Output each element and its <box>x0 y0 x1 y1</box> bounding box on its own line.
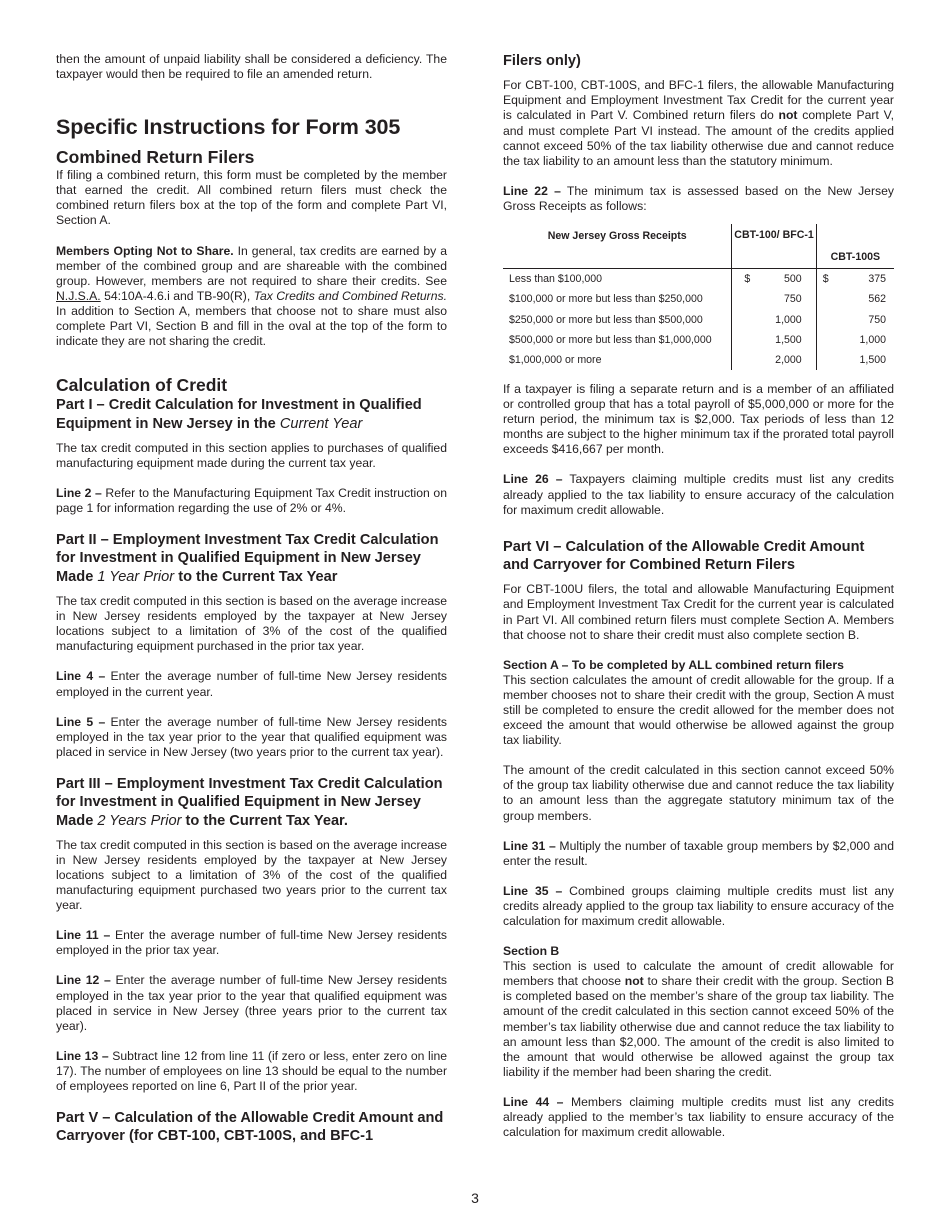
part5-paragraph: For CBT-100, CBT-100S, and BFC-1 filers, the allowable Manufacturing Equipment and Employment Investment Tax Credit for the current year is calculated in Part V. Combined return filers do not complete Part V, and must complete Part VI instead. The amount of the credits applied cannot exceed 50% of the tax liability otherwise due and cannot reduce the tax liability to an amount less than the statutory minimum. <box>503 78 894 168</box>
part3-heading: Part III – Employment Investment Tax Credit Calculation for Investment in Qualified Equipment in New Jersey Made 2 Years Prior to the Current Tax Year. <box>56 775 443 829</box>
table-row: $100,000 or more but less than $250,000 750 562 <box>503 289 894 309</box>
section-a-heading: Section A – To be completed by ALL combined return filers <box>503 657 844 672</box>
part6-paragraph: For CBT-100U filers, the total and allowable Manufacturing Equipment and Employment Investment Tax Credit for the current year is calculated in Part VI. All combined return filers must complete Section A. Members that choose not to share their credit must also complete section B. <box>503 582 894 642</box>
line22-paragraph: Line 22 – The minimum tax is assessed based on the New Jersey Gross Receipts as follows: <box>503 183 894 213</box>
intro-paragraph: then the amount of unpaid liability shall be considered a deficiency. The taxpayer would then be required to file an amended return. <box>56 52 447 82</box>
table-row: $500,000 or more but less than $1,000,000 1,500 1,000 <box>503 330 894 350</box>
table-header-receipts: New Jersey Gross Receipts <box>503 224 732 269</box>
section-b-paragraph: This section is used to calculate the amount of credit allowable for members that choose not to share their credit with the group. Section B is completed based on the member’s share of the group tax liability. The amount of the credit calculated in this section cannot exceed 50% of the member’s tax liability otherwise due and cannot reduce the tax liability to an amount less than $2,000. The amount of the credit is also limited to the amount that would otherwise be allowed against the group tax liability if the member had been sharing the credit. <box>503 959 894 1079</box>
affiliated-group-paragraph: If a taxpayer is filing a separate return and is a member of an affiliated or controlled group that has a total payroll of $5,000,000 or more for the return period, the minimum tax is $2,000. Tax periods of less than 12 months are subject to the higher minimum tax if the prorated total payroll exceeds $416,667 per month. <box>503 381 894 457</box>
line5-paragraph: Line 5 – Enter the average number of full-time New Jersey residents employed in the tax year prior to the year that qualified equipment was placed in service in New Jersey (two years prior to the current tax year). <box>56 714 447 759</box>
section-a-paragraph-1: This section calculates the amount of credit allowable for the group. If a member chooses not to share their credit with the group, Section A must still be completed to ensure the credit allowed for the member does not exceed the amount that would otherwise be allowed against the group tax liability. <box>503 672 894 748</box>
combined-paragraph: If filing a combined return, this form must be completed by the member that earned the credit. All combined return filers must check the combined return filers box at the top of the form and complete Part VI, Section A. <box>56 168 447 228</box>
section-a-paragraph-2: The amount of the credit calculated in this section cannot exceed 50% of the group tax liability otherwise due and cannot reduce the tax liability to an amount less than the aggregate statutory minimum tax of the group members. <box>503 763 894 823</box>
tb90-title: Tax Credits and Combined Returns. <box>253 288 447 303</box>
line31-paragraph: Line 31 – Multiply the number of taxable group members by $2,000 and enter the result. <box>503 838 894 868</box>
line4-paragraph: Line 4 – Enter the average number of full-time New Jersey residents employed in the current year. <box>56 669 447 699</box>
line13-paragraph: Line 13 – Subtract line 12 from line 11 (if zero or less, enter zero on line 17). The number of employees on line 13 should be equal to the number of employees reported on line 6, Part II of the prior year. <box>56 1048 447 1094</box>
table-row: Less than $100,000 $ 500 $ 375 <box>503 269 894 290</box>
part2-paragraph: The tax credit computed in this section is based on the average increase in New Jersey residents employed by the taxpayer at New Jersey locations subject to a limitation of 3% of the cost of the qualified manufacturing equipment purchased in the prior tax year. <box>56 594 447 654</box>
table-row: $250,000 or more but less than $500,000 1,000 750 <box>503 309 894 329</box>
line44-paragraph: Line 44 – Members claiming multiple credits must list any credits already applied to the member’s tax liability to ensure accuracy of the calculation for maximum credit allowable. <box>503 1094 894 1140</box>
line11-paragraph: Line 11 – Enter the average number of full-time New Jersey residents employed in the prior tax year. <box>56 928 448 958</box>
section-b-heading: Section B <box>503 944 560 959</box>
members-paragraph: Members Opting Not to Share. In general, tax credits are earned by a member of the combined group and are shareable with the combined group. However, members are not required to share their credits. See N.J.S.A. 54:10A-4.6.i and TB-90(R), Tax Credits and Combined Returns. In addition to Section A, members that choose not to share must also complete Part VI, Section B and fill in the oval at the top of the form to indicate they are not sharing the credit. <box>56 243 447 349</box>
part5-heading: Part V – Calculation of the Allowable Credit Amount and Carryover (for CBT-100, CBT-100S, and BFC-1 <box>56 1110 444 1145</box>
part1-paragraph: The tax credit computed in this section applies to purchases of qualified manufacturing equipment made during the current tax year. <box>56 440 447 470</box>
calc-heading: Calculation of Credit <box>56 375 228 396</box>
part6-heading: Part VI – Calculation of the Allowable Credit Amount and Carryover for Combined Return Filers <box>503 538 865 574</box>
combined-heading: Combined Return Filers <box>56 147 255 168</box>
table-header-cbt100: CBT-100/ BFC-1 <box>732 224 816 269</box>
table-row: $1,000,000 or more 2,000 1,500 <box>503 350 894 370</box>
page-number: 3 <box>471 1190 479 1206</box>
part5-continued-heading: Filers only) <box>503 53 581 69</box>
table-header-cbt100s: CBT-100S <box>816 224 894 269</box>
part1-heading: Part I – Credit Calculation for Investment in Qualified Equipment in New Jersey in the Current Year <box>56 397 422 432</box>
part3-paragraph: The tax credit computed in this section is based on the average increase in New Jersey residents employed by the taxpayer at New Jersey locations subject to a limitation of 3% of the cost of the qualified manufacturing equipment purchased two years prior to the current tax year. <box>56 837 447 913</box>
page-title: Specific Instructions for Form 305 <box>56 115 401 140</box>
minimum-tax-table <box>503 224 894 370</box>
right-column <box>503 52 894 1140</box>
njsa-reference: N.J.S.A. <box>56 288 101 303</box>
line26-paragraph: Line 26 – Taxpayers claiming multiple credits must list any credits already applied to the tax liability to ensure accuracy of the calculation for maximum credit allowable. <box>503 472 894 517</box>
members-label: Members Opting Not to Share. <box>56 243 234 258</box>
left-column <box>56 52 447 1146</box>
part2-heading: Part II – Employment Investment Tax Credit Calculation for Investment in Qualified Equipment in New Jersey Made 1 Year Prior to the Current Tax Year <box>56 532 439 585</box>
line35-paragraph: Line 35 – Combined groups claiming multiple credits must list any credits already applied to the group tax liability to ensure accuracy of the calculation for maximum credit allowable. <box>503 883 894 929</box>
line12-paragraph: Line 12 – Enter the average number of full-time New Jersey residents employed in the tax year prior to the year that qualified equipment was placed in service in New Jersey (three years prior to the current tax year). <box>56 973 447 1033</box>
line2-paragraph: Line 2 – Refer to the Manufacturing Equipment Tax Credit instruction on page 1 for information regarding the use of 2% or 4%. <box>56 486 447 516</box>
